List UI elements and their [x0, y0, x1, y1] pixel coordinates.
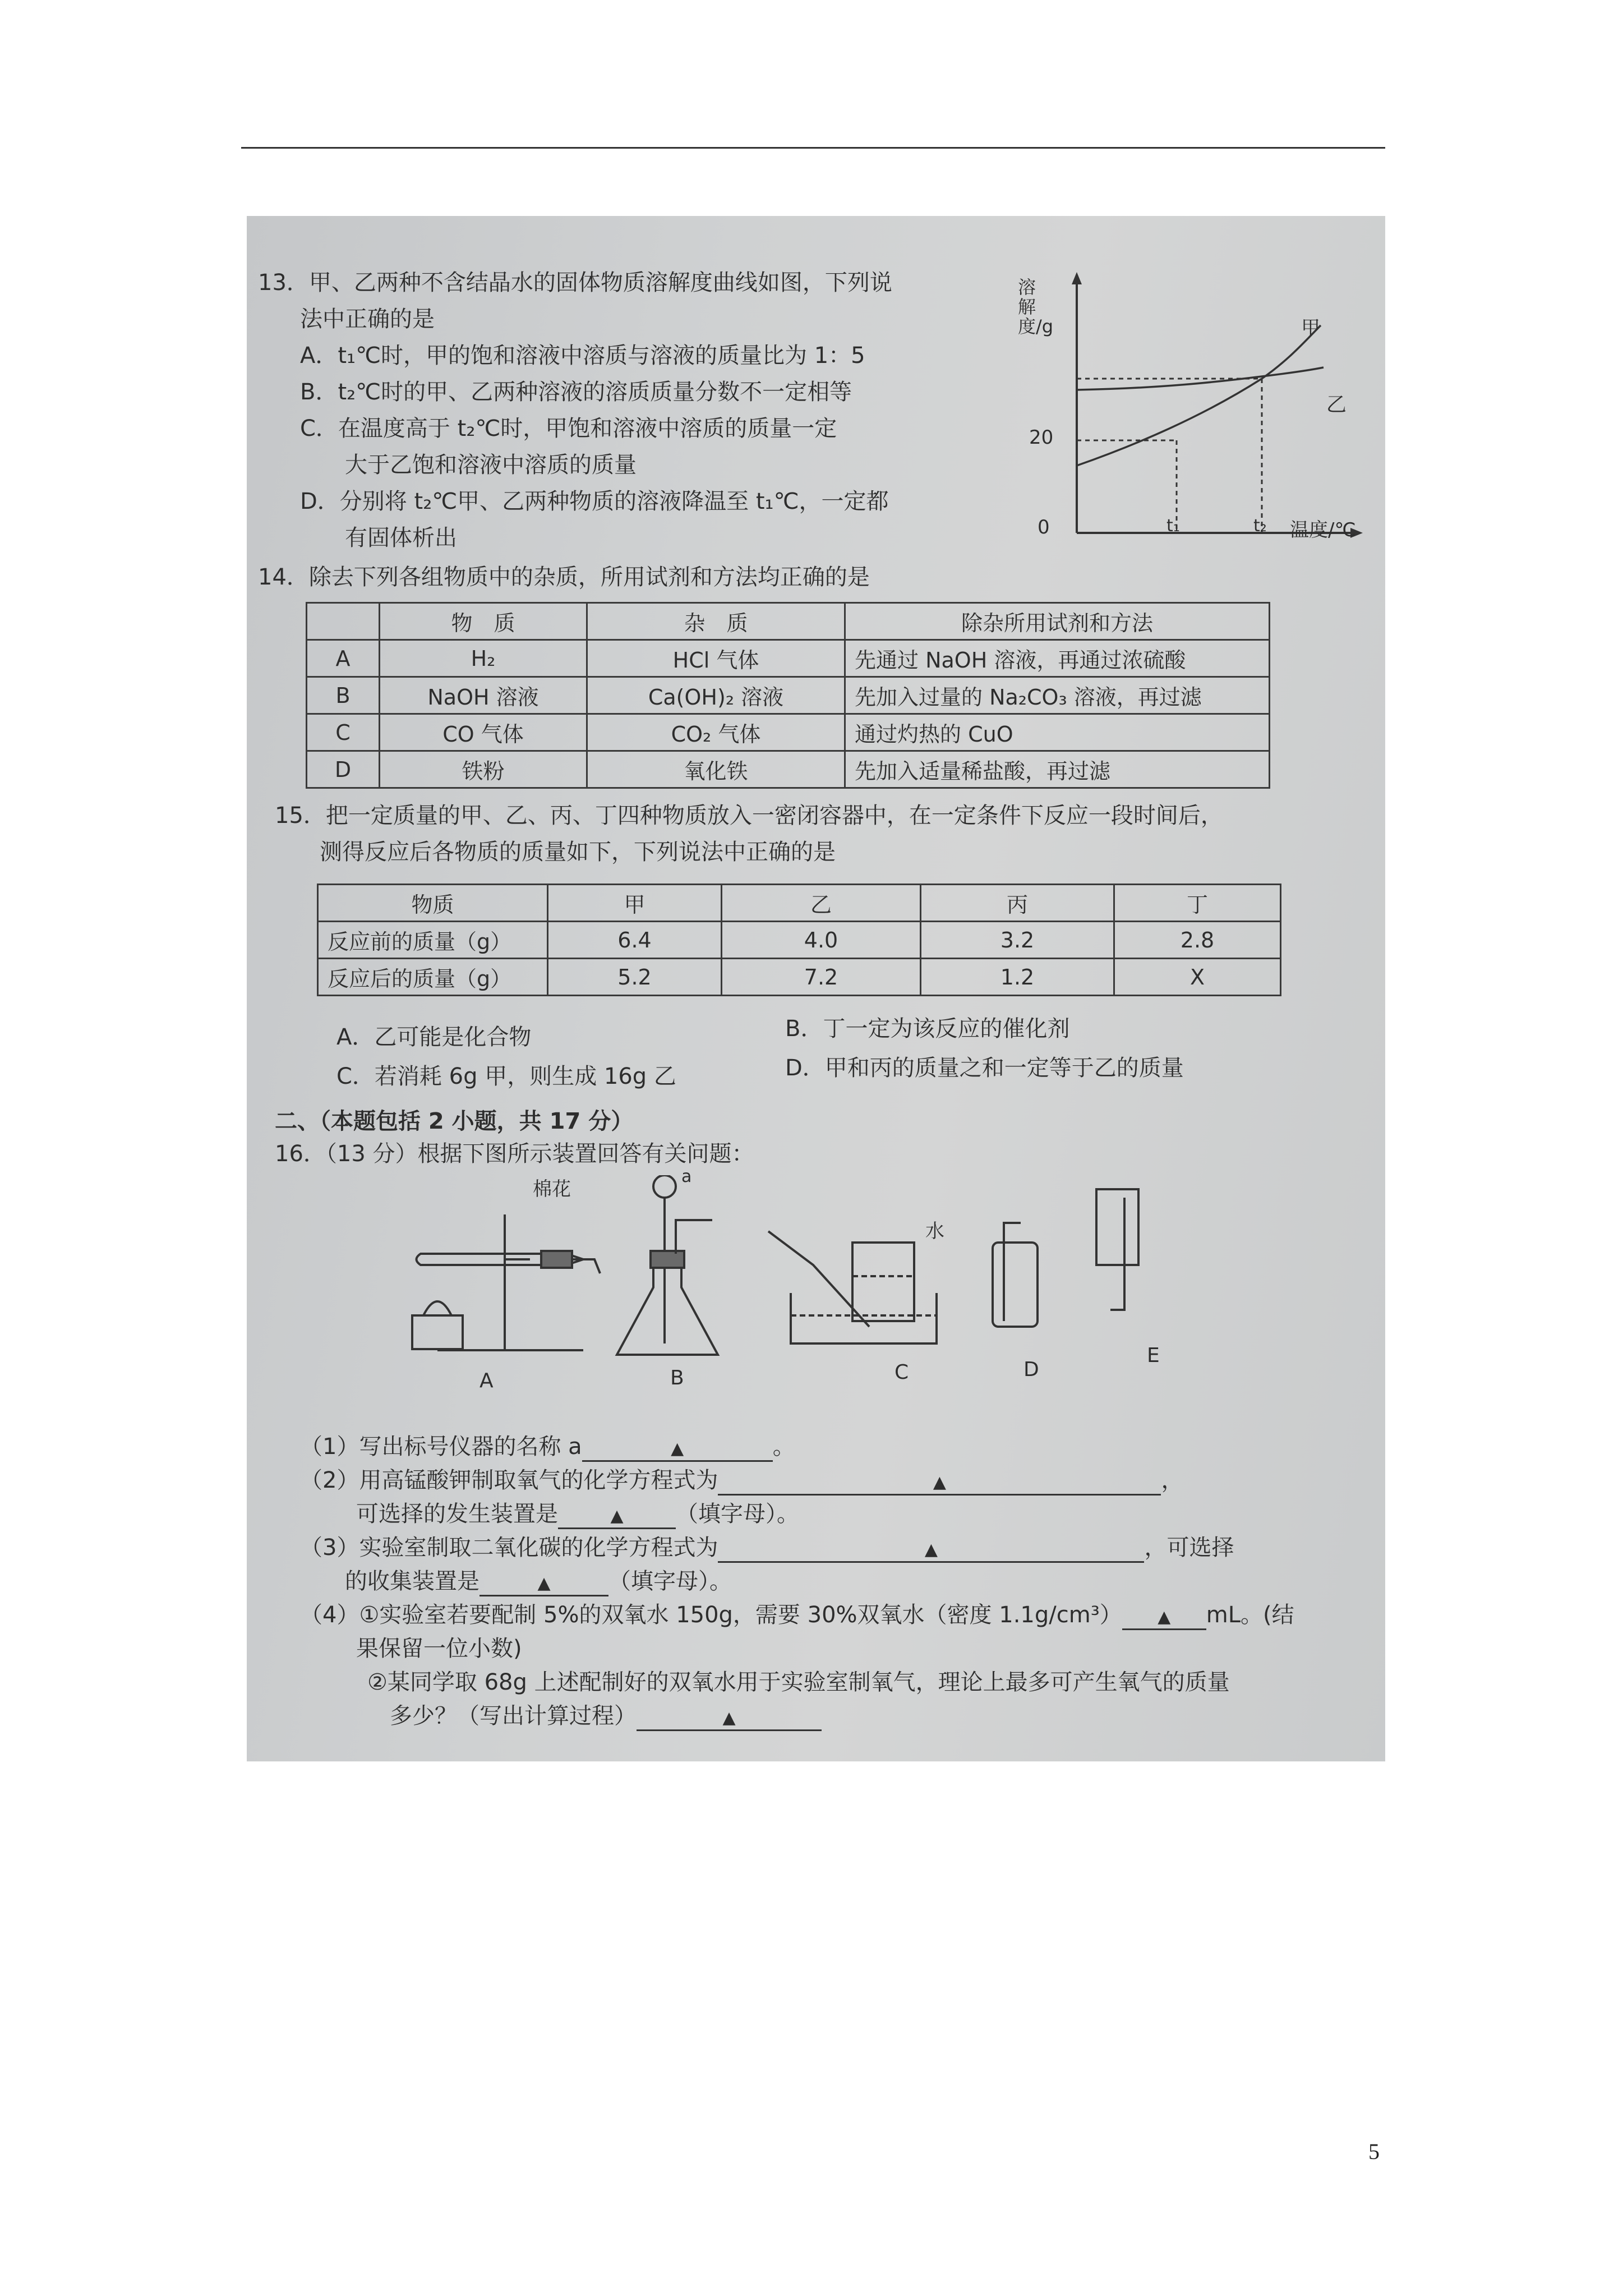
apparatus-label-c: C: [895, 1361, 909, 1384]
table-cell: 先加入过量的 Na₂CO₃ 溶液，再过滤: [845, 677, 1270, 714]
table-row: [307, 640, 1270, 677]
header-rule: [241, 147, 1385, 149]
q15-table: [317, 884, 1281, 996]
table-cell: 通过灼热的 CuO: [845, 714, 1270, 751]
table-cell: D: [307, 751, 380, 788]
label-water: 水: [925, 1220, 944, 1243]
table-cell: CO 气体: [380, 714, 587, 751]
q16-part3b-suffix: （填字母）。: [608, 1568, 732, 1594]
table-cell: HCl 气体: [587, 640, 845, 677]
table-cell: 先加入适量稀盐酸，再过滤: [845, 751, 1270, 788]
table-header-cell: 丙: [921, 885, 1114, 922]
graph-ytick-20: 20: [1029, 426, 1054, 449]
e-bottle: [1096, 1189, 1138, 1265]
answer-blank[interactable]: ▲: [637, 1703, 822, 1731]
q16-part1-prefix: （1）写出标号仪器的名称 a: [300, 1434, 582, 1460]
answer-blank[interactable]: ▲: [582, 1433, 773, 1462]
q13-stem-line1: 13．甲、乙两种不含结晶水的固体物质溶解度曲线如图，下列说: [258, 270, 892, 296]
apparatus-label-e: E: [1147, 1344, 1160, 1367]
apparatus-b: [617, 1175, 718, 1355]
q16-part2b: [356, 1501, 799, 1529]
graph-label-yi: 乙: [1326, 393, 1347, 416]
table-cell: B: [307, 677, 380, 714]
flask-delivery-tube: [676, 1220, 712, 1254]
q15-stem-line1: 15．把一定质量的甲、乙、丙、丁四种物质放入一密闭容器中，在一定条件下反应一段时间后，: [275, 803, 1223, 829]
q16-stem: 16．（13 分）根据下图所示装置回答有关问题：: [275, 1141, 754, 1167]
stopper: [541, 1251, 572, 1268]
apparatus-label-a: A: [479, 1369, 494, 1392]
apparatus-d: [993, 1223, 1038, 1327]
q16-part3b-prefix: 的收集装置是: [345, 1568, 479, 1594]
gas-bottle: [852, 1243, 914, 1321]
apparatus-e: [1096, 1189, 1138, 1310]
table-header-cell: [307, 603, 380, 640]
q13-option-c-line2: 大于乙饱和溶液中溶质的质量: [345, 452, 637, 478]
table-row: [307, 751, 1270, 788]
q15-option-d: D．甲和丙的质量之和一定等于乙的质量: [785, 1055, 1184, 1081]
curve-jia: [1077, 325, 1321, 466]
table-cell: 先通过 NaOH 溶液，再通过浓硫酸: [845, 640, 1270, 677]
q16-part4: [300, 1602, 1294, 1630]
q16-part3-suffix: ，可选择: [1144, 1535, 1234, 1561]
funnel-top: [653, 1175, 676, 1198]
q16-part3-prefix: （3）实验室制取二氧化碳的化学方程式为: [300, 1535, 718, 1561]
q16-part4-suffix: mL。(结: [1206, 1602, 1294, 1628]
table-cell: NaOH 溶液: [380, 677, 587, 714]
apparatus-a: [412, 1214, 600, 1350]
answer-blank[interactable]: ▲: [558, 1501, 676, 1529]
q14-table: [306, 602, 1270, 789]
table-row: [307, 677, 1270, 714]
answer-blank[interactable]: ▲: [718, 1467, 1161, 1496]
q13-stem-line2: 法中正确的是: [300, 306, 435, 332]
graph-xlabel: 温度/℃: [1290, 519, 1356, 541]
table-cell: 3.2: [921, 922, 1114, 959]
table-row: [307, 714, 1270, 751]
q15-option-a: A．乙可能是化合物: [336, 1024, 532, 1050]
q16-part1-end: 。: [772, 1434, 795, 1460]
apparatus-label-b: B: [670, 1366, 684, 1389]
table-header-cell: 乙: [722, 885, 921, 922]
q16-part4c: ②某同学取 68g 上述配制好的双氧水用于实验室制氧气，理论上最多可产生氧气的质量: [367, 1669, 1230, 1695]
table-cell: H₂: [380, 640, 587, 677]
d-bottle: [993, 1243, 1038, 1327]
flask-stopper: [651, 1251, 684, 1268]
q16-part4d: [390, 1703, 822, 1731]
table-cell: 氧化铁: [587, 751, 845, 788]
q13-option-b: B．t₂℃时的甲、乙两种溶液的溶质质量分数不一定相等: [300, 379, 852, 405]
graph-ylabel: 溶解度/g: [1018, 277, 1054, 338]
q13-option-d-line1: D．分别将 t₂℃甲、乙两种物质的溶液降温至 t₁℃，一定都: [300, 489, 889, 514]
table-row: [318, 959, 1281, 996]
table-header-row: [318, 885, 1281, 922]
table-cell: 4.0: [722, 922, 921, 959]
answer-blank[interactable]: ▲: [479, 1568, 608, 1596]
table-header-cell: 物质: [318, 885, 548, 922]
q16-part3b: [345, 1568, 732, 1596]
table-cell: 6.4: [548, 922, 722, 959]
q16-part2-end: ，: [1161, 1467, 1184, 1493]
table-cell: 5.2: [548, 959, 722, 996]
table-cell: A: [307, 640, 380, 677]
d-tube: [1004, 1223, 1021, 1321]
table-cell: 反应前的质量（g）: [318, 922, 548, 959]
apparatus-label-d: D: [1023, 1358, 1039, 1381]
label-cotton: 棉花: [533, 1178, 571, 1200]
table-cell: 7.2: [722, 959, 921, 996]
table-cell: CO₂ 气体: [587, 714, 845, 751]
table-cell: Ca(OH)₂ 溶液: [587, 677, 845, 714]
q16-part2b-prefix: 可选择的发生装置是: [356, 1501, 558, 1527]
q16-part2: [300, 1467, 1183, 1496]
q15-option-b: B．丁一定为该反应的催化剂: [785, 1016, 1070, 1042]
table-header-cell: 物 质: [380, 603, 587, 640]
lamp-flame: [423, 1301, 451, 1315]
table-cell: 2.8: [1114, 922, 1281, 959]
table-header-cell: 杂 质: [587, 603, 845, 640]
page-number: 5: [1368, 2139, 1380, 2164]
graph-origin: 0: [1038, 516, 1050, 539]
lamp-body: [412, 1315, 463, 1349]
table-cell: 铁粉: [380, 751, 587, 788]
c-delivery-tube: [768, 1231, 869, 1327]
q16-part4-prefix: （4）①实验室若要配制 5%的双氧水 150g，需要 30%双氧水（密度 1.1g/cm³）: [300, 1602, 1122, 1628]
table-header-cell: 甲: [548, 885, 722, 922]
q16-part3: [300, 1534, 1234, 1563]
exam-photo: [247, 216, 1385, 1761]
graph-tick-t1: t₁: [1166, 516, 1180, 536]
q15-option-c: C．若消耗 6g 甲，则生成 16g 乙: [336, 1064, 676, 1089]
q16-part2-prefix: （2）用高锰酸钾制取氧气的化学方程式为: [300, 1467, 718, 1493]
table-row: [318, 922, 1281, 959]
table-header-cell: 除杂所用试剂和方法: [845, 603, 1270, 640]
q16-part4d-prefix: 多少？（写出计算过程）: [390, 1703, 637, 1729]
table-header-row: [307, 603, 1270, 640]
q13-option-a: A．t₁℃时，甲的饱和溶液中溶质与溶液的质量比为 1：5: [300, 343, 865, 369]
conical-flask: [617, 1259, 718, 1355]
table-header-cell: 丁: [1114, 885, 1281, 922]
answer-blank[interactable]: ▲: [1122, 1602, 1206, 1630]
e-tube: [1110, 1198, 1124, 1310]
table-cell: 反应后的质量（g）: [318, 959, 548, 996]
q16-part4b: 果保留一位小数): [356, 1636, 522, 1662]
answer-blank[interactable]: ▲: [718, 1534, 1144, 1563]
q13-option-d-line2: 有固体析出: [345, 525, 457, 551]
label-a-instrument: a: [681, 1167, 692, 1186]
graph-label-jia: 甲: [1301, 317, 1320, 339]
table-cell: 1.2: [921, 959, 1114, 996]
apparatus-c: [768, 1231, 937, 1343]
table-cell: C: [307, 714, 380, 751]
q16-part2b-suffix: （填字母）。: [676, 1501, 799, 1527]
graph-y-arrow: [1072, 272, 1082, 284]
q15-stem-line2: 测得反应后各物质的质量如下，下列说法中正确的是: [320, 839, 836, 865]
q14-stem: 14．除去下列各组物质中的杂质，所用试剂和方法均正确的是: [258, 564, 870, 590]
section-2-heading: 二、（本题包括 2 小题，共 17 分）: [275, 1108, 634, 1134]
q13-option-c-line1: C．在温度高于 t₂℃时，甲饱和溶液中溶质的质量一定: [300, 416, 837, 441]
q16-part1: [300, 1433, 795, 1462]
graph-tick-t2: t₂: [1253, 516, 1267, 536]
table-cell: X: [1114, 959, 1281, 996]
